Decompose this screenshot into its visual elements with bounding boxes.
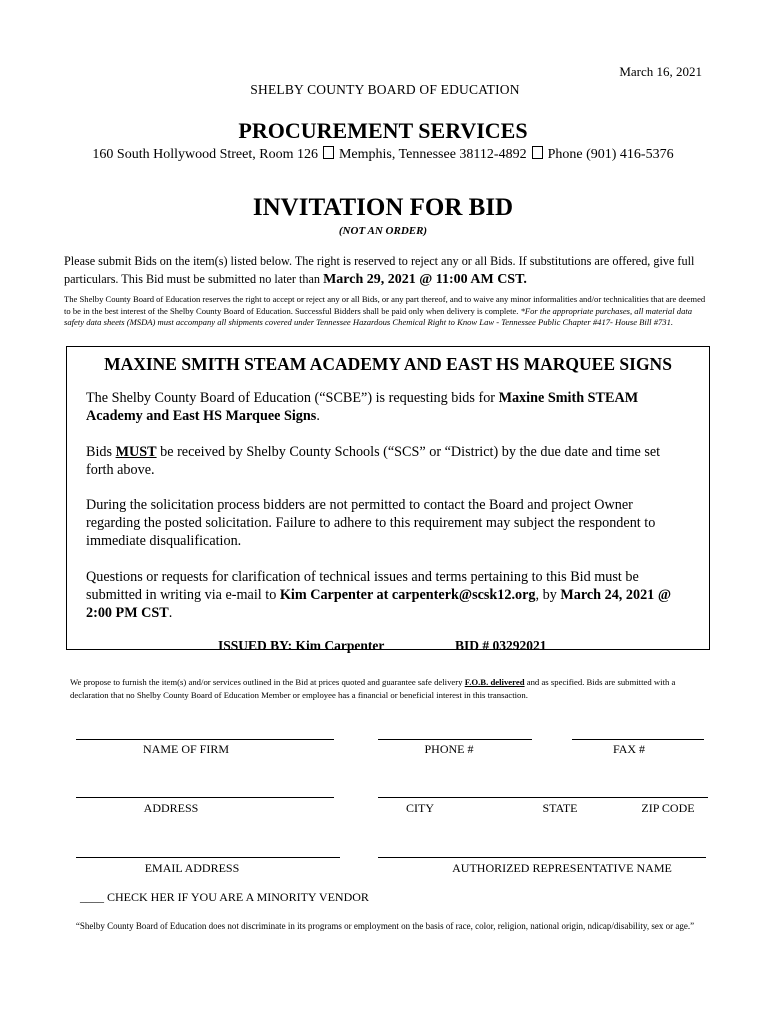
address-label: ADDRESS [143, 801, 199, 815]
proposal-text: We propose to furnish the item(s) and/or services outlined in the Bid at prices quoted and guarantee safe delivery [70, 677, 465, 687]
questions-deadline: March 24, 2021 @ 2:00 PM CST [86, 587, 672, 621]
p2-end: be received by Shelby County Schools (“SCS” or “District) by the due date and time set forth above. [86, 444, 661, 478]
p1-end: . [316, 408, 320, 424]
project-paragraph-3: During the solicitation process bidders are not permitted to contact the Board and project Owner regarding the posted solicitation. Failure to adhere to this requirement may subject the respondent to immediate disqualification. [86, 497, 656, 549]
address-field[interactable] [76, 797, 334, 798]
intro-text: Please submit Bids on the item(s) listed below. The right is reserved to reject any or all Bids. If substitutions are offered, give full particulars. This Bid must be submitted no later than [64, 254, 695, 286]
firm-name-field[interactable] [76, 739, 334, 740]
city-state-zip-field[interactable] [378, 797, 708, 798]
intro-paragraph [64, 252, 712, 289]
project-paragraph-2 [86, 443, 690, 479]
proposal-statement [70, 676, 710, 701]
project-paragraph-4 [86, 568, 690, 622]
contact-person: Kim Carpenter at carpenterk@scsk12.org [279, 587, 536, 603]
contact-line [0, 146, 766, 163]
fine-print [64, 294, 712, 329]
board-name: SHELBY COUNTY BOARD OF EDUCATION [250, 82, 520, 97]
state-label: STATE [542, 801, 578, 815]
p4-end: . [168, 605, 173, 621]
document-title: INVITATION FOR BID [252, 194, 514, 221]
email-field[interactable] [76, 857, 340, 858]
separator-box-icon [323, 146, 334, 159]
issued-by: ISSUED BY: Kim Carpenter [218, 638, 385, 653]
must-emphasis: MUST [115, 444, 157, 460]
fax-label: FAX # [612, 742, 646, 756]
nondiscrimination-statement: “Shelby County Board of Education does not discriminate in its programs or employment on the basis of race, color, religion, national origin, ndicap/disability, sex or age.” [75, 921, 695, 931]
document-subtitle: (NOT AN ORDER) [338, 225, 428, 237]
minority-vendor-checkbox[interactable]: ____ CHECK HER IF YOU ARE A MINORITY VENDOR [80, 890, 369, 904]
authorized-rep-field[interactable] [378, 857, 706, 858]
bid-number: BID # 03292021 [455, 638, 547, 653]
authorized-rep-label: AUTHORIZED REPRESENTATIVE NAME [452, 861, 672, 875]
p4-mid: , by [535, 587, 561, 603]
p1-text: The Shelby County Board of Education (“SCBE”) is requesting bids for [86, 390, 499, 406]
proposal-text-end: and as specified. Bids are submitted with a declaration that no Shelby County Board of Education Member or employee has a financial or beneficial interest in this transaction. [70, 677, 676, 700]
zip-label: ZIP CODE [641, 801, 695, 815]
city-label: CITY [406, 801, 434, 815]
p4-text: Questions or requests for clarification of technical issues and terms pertaining to this Bid must be submitted in writing via e-mail to [86, 569, 639, 603]
p2-text: Bids [86, 444, 116, 460]
fob-term: F.O.B. delivered [464, 677, 525, 687]
bid-deadline: March 29, 2021 @ 11:00 AM CST. [323, 272, 527, 287]
phone-number: Phone (901) 416-5376 [547, 147, 674, 162]
city-address: Memphis, Tennessee 38112-4892 [338, 147, 527, 162]
project-paragraph-1 [86, 389, 690, 425]
document-date: March 16, 2021 [619, 64, 702, 79]
street-address: 160 South Hollywood Street, Room 126 [92, 147, 318, 162]
firm-name-label: NAME OF FIRM [142, 742, 229, 756]
phone-label: PHONE # [424, 742, 474, 756]
project-name: Maxine Smith STEAM Academy and East HS Marquee Signs [86, 390, 639, 424]
project-title: MAXINE SMITH STEAM ACADEMY AND EAST HS MARQUEE SIGNS [104, 354, 672, 374]
fax-field[interactable] [572, 739, 704, 740]
fine-print-italic: *For the appropriate purchases, all material data safety data sheets (MSDA) must accompany all shipments covered under Tennessee Hazardous Chemical Right to Know Law - Tennessee Public Chapter #417- House Bill #731. [64, 305, 693, 328]
separator-box-icon [532, 146, 543, 159]
phone-field[interactable] [378, 739, 532, 740]
email-label: EMAIL ADDRESS [144, 861, 240, 875]
fine-print-text: The Shelby County Board of Education reserves the right to accept or reject any or all Bids, or any part thereof, and to waive any minor informalities and/or technicalities that are deemed to be in the best interest of the Shelby County Board of Education. Successful Bidders shall be paid only when delivery is complete. [64, 294, 706, 316]
department-title: PROCUREMENT SERVICES [238, 118, 528, 143]
